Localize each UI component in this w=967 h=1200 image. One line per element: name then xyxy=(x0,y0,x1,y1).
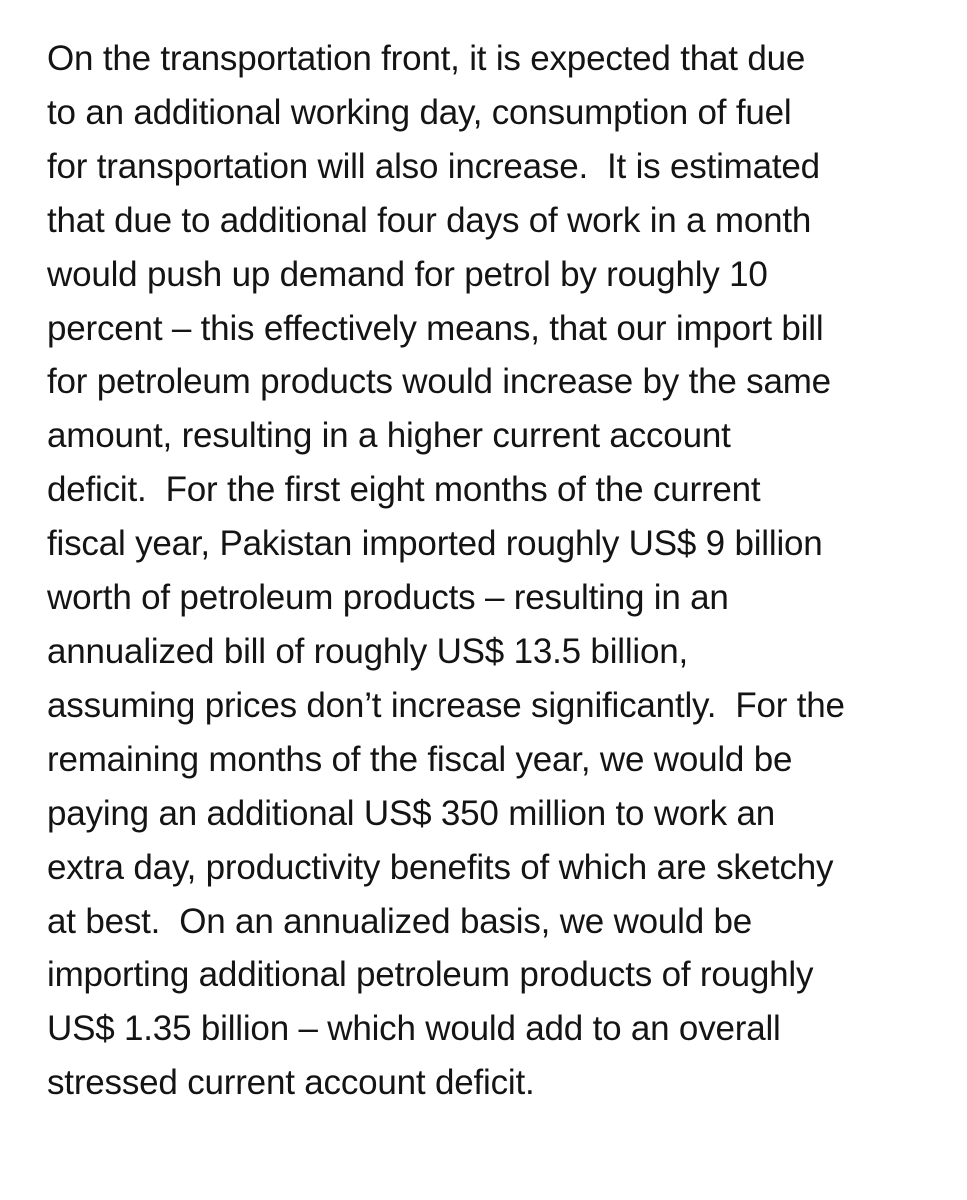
article-paragraph xyxy=(47,32,947,1110)
paragraph-line: extra day, productivity benefits of which are sketchy xyxy=(47,847,834,887)
paragraph-line: deficit. For the first eight months of the current xyxy=(47,470,761,510)
paragraph-line: remaining months of the fiscal year, we would be xyxy=(47,739,793,779)
paragraph-line: US$ 1.35 billion – which would add to an overall xyxy=(47,1009,781,1049)
paragraph-line: would push up demand for petrol by roughly 10 xyxy=(47,254,768,294)
paragraph-line: that due to additional four days of work in a month xyxy=(47,200,812,240)
paragraph-line: importing additional petroleum products of roughly xyxy=(47,955,814,995)
paragraph-line: percent – this effectively means, that our import bill xyxy=(47,308,824,348)
paragraph-line: annualized bill of roughly US$ 13.5 billion, xyxy=(47,631,689,671)
paragraph-line: at best. On an annualized basis, we would be xyxy=(47,901,753,941)
paragraph-line: stressed current account deficit. xyxy=(47,1063,535,1103)
paragraph-line: amount, resulting in a higher current account xyxy=(47,416,731,456)
paragraph-line: to an additional working day, consumption of fuel xyxy=(47,92,792,132)
paragraph-line: fiscal year, Pakistan imported roughly US$ 9 billion xyxy=(47,524,823,564)
paragraph-line: paying an additional US$ 350 million to work an xyxy=(47,793,775,833)
paragraph-line: for petroleum products would increase by the same xyxy=(47,362,831,402)
paragraph-line: On the transportation front, it is expected that due xyxy=(47,39,806,78)
paragraph-line: for transportation will also increase. It is estimated xyxy=(47,146,820,186)
paragraph-line: worth of petroleum products – resulting in an xyxy=(47,578,729,618)
paragraph-line: assuming prices don’t increase significantly. For the xyxy=(47,685,845,725)
